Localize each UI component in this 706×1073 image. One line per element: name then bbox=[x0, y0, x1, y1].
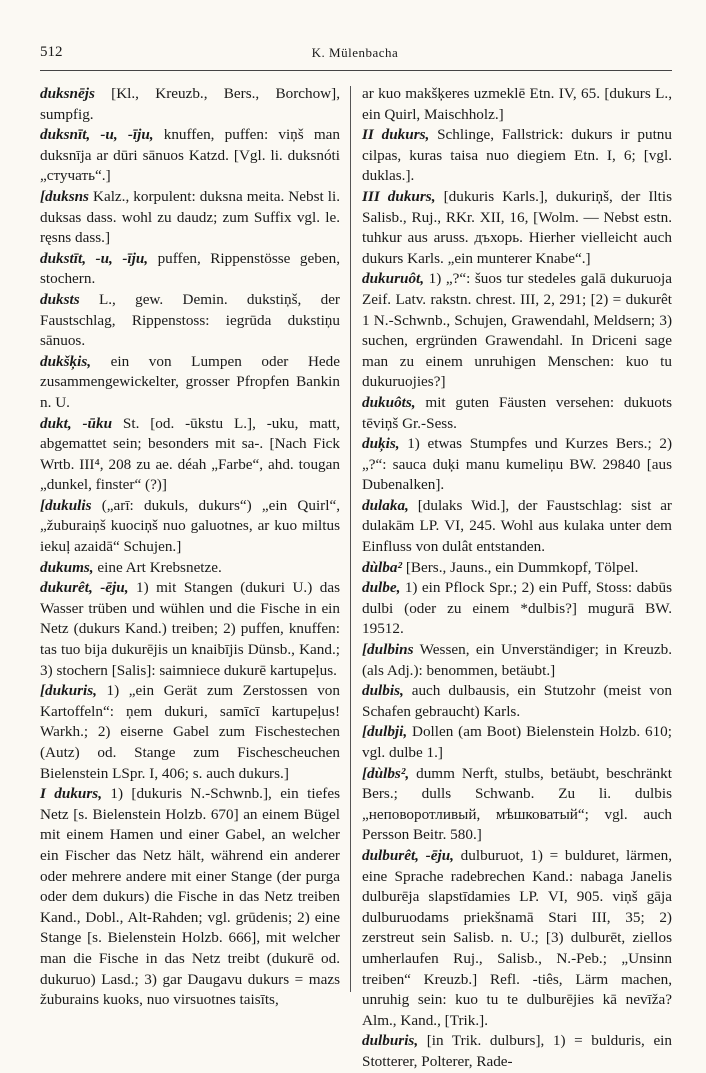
dictionary-entry bbox=[362, 1031, 672, 1072]
dictionary-entry bbox=[40, 681, 340, 784]
entry-text: Schlinge, Fallstrick: dukurs ir putnu cilpas, kuras taisa nuo diegiem Etn. I, 6; [vgl. duklas.]. bbox=[362, 126, 672, 185]
dictionary-entry bbox=[362, 846, 672, 1031]
dictionary-entry bbox=[40, 249, 340, 290]
right-column bbox=[362, 84, 672, 1073]
entry-text: puffen, Rippenstösse geben, stochern. bbox=[40, 249, 340, 288]
dictionary-entry bbox=[362, 496, 672, 558]
entry-text: dumm Nerft, stulbs, betäubt, beschränkt Bers.; dulls Schwanb. Zu li. dulbis „неповоротливый, мѣшковатый“; vgl. auch Persson Beitr. 580.] bbox=[362, 764, 672, 844]
headword: dulburis, bbox=[362, 1032, 419, 1050]
headword: dulbis, bbox=[362, 682, 404, 700]
entry-text: [dulaks Wid.], der Faustschlag: sist ar dulakām LP. VI, 245. Wohl aus kulaka unter dem Einfluss von dulât entstanden. bbox=[362, 496, 672, 556]
entry-text: 1) „ein Gerät zum Zerstossen von Kartoffeln“: ņem dukuri, samīcī kartupeļus! Warkh.; 2) eiserne Gabel zum Fischestechen (Autz) od. Stange zum Fischescheuchen Bielenstein LSpr. I, 406; s. auch dukurs.] bbox=[40, 682, 340, 782]
dictionary-entry bbox=[40, 290, 340, 352]
entry-text: mit guten Fäusten versehen: dukuots tēviņš Gr.-Sess. bbox=[362, 393, 672, 432]
dictionary-entry bbox=[40, 125, 340, 187]
entry-text: St. [od. -ūkstu L.], -uku, matt, abgemattet sein; besonders mit sa-. [Nach Fick Wrtb. III⁴, 208 zu ae. déah „Farbe“, ahd. tougan „dunkel, finster“ (?)] bbox=[40, 414, 341, 494]
entry-text: auch dulbausis, ein Stutzohr (meist von Schafen gebraucht) Karls. bbox=[362, 682, 672, 720]
headword: [dulbins bbox=[362, 641, 414, 659]
entry-text: ar kuo makšķeres uzmeklē Etn. IV, 65. [dukurs L., ein Quirl, Maischholz.] bbox=[362, 85, 672, 123]
entry-text: 1) etwas Stumpfes und Kurzes Bers.; 2) „?“: sauca duķi manu kumeliņu BW. 29840 [aus Dubenalken]. bbox=[362, 435, 672, 494]
entry-text: Wessen, ein Unverständiger; in Kreuzb. (als Adj.): benommen, betäubt.] bbox=[362, 641, 672, 679]
dictionary-entry bbox=[40, 352, 340, 414]
dictionary-entry bbox=[362, 640, 672, 681]
entry-text: 1) „?“: šuos tur stedeles galā dukuruoja Zeif. Latv. rakstn. chrest. III, 2, 291; [2) = dukurêt 1 N.-Schwnb., Schujen, Grawendahl, Meldsern; 3) suchen, ergründen Grawendahl. In Driceni sage man zu einem unruhigen Menschen: kuo tu dukuruojies?] bbox=[362, 270, 672, 391]
headword: [dukuris, bbox=[40, 682, 97, 700]
dictionary-entry bbox=[362, 393, 672, 434]
dictionary-entry bbox=[40, 84, 340, 125]
dictionary-entry bbox=[40, 496, 340, 558]
headword: duksnīt, -u, -īju, bbox=[40, 126, 154, 144]
headword: I dukurs, bbox=[40, 785, 102, 803]
entry-text: knuffen, puffen: viņš man duksnīja ar dūri sānuos Katzd. [Vgl. li. duksnóti „стучать“.] bbox=[40, 126, 340, 185]
entry-text: eine Art Krebsnetze. bbox=[93, 558, 222, 576]
headword: dukuôts, bbox=[362, 393, 416, 411]
headword: dukums, bbox=[40, 558, 94, 576]
headword: II dukurs, bbox=[362, 126, 430, 144]
headword: [dùlbs², bbox=[362, 764, 410, 782]
dictionary-entry bbox=[362, 681, 672, 722]
running-head: K. Mülenbacha bbox=[311, 45, 399, 60]
entry-text: 1) ein Pflock Spr.; 2) ein Puff, Stoss: dabūs dulbi (oder zu einem *dulbis?] mugurā BW. 19512. bbox=[362, 579, 672, 638]
dictionary-entry bbox=[362, 269, 672, 393]
entry-text: 1) mit Stangen (dukuri U.) das Wasser trüben und wühlen und die Fische in ein Netz (dukurs Kand.) treiben; 2) puffen, knuffen: tas tuo bija dukurējis un knaibījis Dünsb., Kand.; 3) stochern [Salis]: saimniece dukurē kartupeļus. bbox=[40, 579, 340, 679]
headword: duksnējs bbox=[40, 85, 95, 102]
header-rule bbox=[40, 70, 672, 71]
dictionary-entry bbox=[40, 187, 340, 249]
entry-text: [in Trik. dulburs], 1) = bulduris, ein Stotterer, Polterer, Rade- bbox=[362, 1032, 672, 1070]
headword: dukt, -ūku bbox=[40, 414, 113, 432]
column-separator bbox=[350, 86, 351, 992]
headword: III dukurs, bbox=[362, 187, 436, 205]
dictionary-entry bbox=[40, 558, 340, 579]
headword: dùlba² bbox=[362, 558, 403, 576]
entry-text: 1) [dukuris N.-Schwnb.], ein tiefes Netz [s. Bielenstein Holzb. 670] an einem Bügel mit einem Hamen und einer Gabel, an welcher ein Fischer das Netz hält, während ein anderer oder mehrere andere mit einer Stange (der purga oder dem dukurs) die Fische in das Netz treiben Kand., Dobl., Alt-Rahden; vgl. grūdenis; 2) eine Stange [s. Bielenstein Holzb. 666], mit welcher man die Fische in das Netz treibt (dukurē od. dukuruo) Lasd.; 3) gar Daugavu dukurs = mazs žuburains kuoks, nuo virsuotnes taisīts, bbox=[40, 785, 341, 1009]
entry-text: L., gew. Demin. dukstiņš, der Faustschlag, Rippenstoss: iegrūda dukstiņu sānuos. bbox=[40, 290, 340, 350]
dictionary-entry bbox=[40, 784, 340, 1011]
page-number: 512 bbox=[40, 44, 63, 60]
headword: dulburêt, -ēju, bbox=[362, 846, 454, 864]
headword: dulaka, bbox=[362, 496, 409, 514]
headword: [duksns bbox=[40, 187, 89, 205]
headword: [dulbji, bbox=[362, 723, 408, 741]
dictionary-entry bbox=[362, 187, 672, 269]
headword: duksts bbox=[40, 290, 80, 308]
dictionary-entry bbox=[40, 414, 340, 496]
entry-text: [dukuris Karls.], dukuriņš, der Iltis Salisb., Ruj., RKr. XII, 16, [Wolm. — Nebst estn. tuhkur aus aruss. дъхорь. Hierher vielleicht auch dukurs Karls. „ein munterer Knabe“.] bbox=[362, 187, 672, 267]
dictionary-entry bbox=[362, 764, 672, 846]
entry-text: („arī: dukuls, dukurs“) „ein Quirl“, „žuburaiņš kuociņš nuo galuotnes, ar kuo miltus iekuļ azaidā“ Schujen.] bbox=[40, 496, 340, 556]
dictionary-entry bbox=[362, 722, 672, 763]
entry-text: Dollen (am Boot) Bielenstein Holzb. 610; vgl. dulbe 1.] bbox=[362, 723, 672, 761]
dictionary-entry bbox=[362, 578, 672, 640]
page-header bbox=[40, 44, 670, 66]
headword: dukstīt, -u, -īju, bbox=[40, 249, 149, 267]
entry-text: [Kl., Kreuzb., Bers., Borchow], sumpfig. bbox=[40, 85, 340, 123]
entry-text: dulburuot, 1) = bulduret, lärmen, eine Sprache radebrechen Kand.: nabaga Janelis dulburēja slapstīdamies LP. VI, 905. viņš gāja dulburuodams priekšnamā Stari III, 35; 2) zerstreut sein Salisb. n. U.; [3) dulburēt, ziellos umherlaufen Ruj., Salisb., N.-Peb.; „Unsinn treiben“ Kreuzb.] Refl. -tiês, Lärm machen, unruhig sein: kuo tu te dulburējies kā nevīža? Alm., Kand., [Trik.]. bbox=[362, 846, 672, 1029]
entry-text: ein von Lumpen oder Hede zusammengewickelter, grosser Pfropfen Bankin n. U. bbox=[40, 352, 340, 411]
dictionary-entry bbox=[362, 558, 672, 579]
dictionary-entry bbox=[362, 125, 672, 187]
headword: dukurêt, -ēju, bbox=[40, 579, 129, 597]
headword: dukšķis, bbox=[40, 352, 92, 370]
dictionary-entry bbox=[362, 84, 672, 125]
headword: [dukulis bbox=[40, 496, 92, 514]
headword: dulbe, bbox=[362, 579, 401, 597]
headword: duķis, bbox=[362, 435, 400, 453]
headword: dukuruôt, bbox=[362, 270, 425, 288]
entry-text: Kalz., korpulent: duksna meita. Nebst li. duksas dass. wohl zu daudz; zum Suffix vgl. le. ręsns dass.] bbox=[40, 187, 340, 247]
dictionary-entry bbox=[40, 578, 340, 681]
entry-text: [Bers., Jauns., ein Dummkopf, Tölpel. bbox=[402, 558, 639, 576]
dictionary-entry bbox=[362, 434, 672, 496]
left-column bbox=[40, 84, 340, 1011]
